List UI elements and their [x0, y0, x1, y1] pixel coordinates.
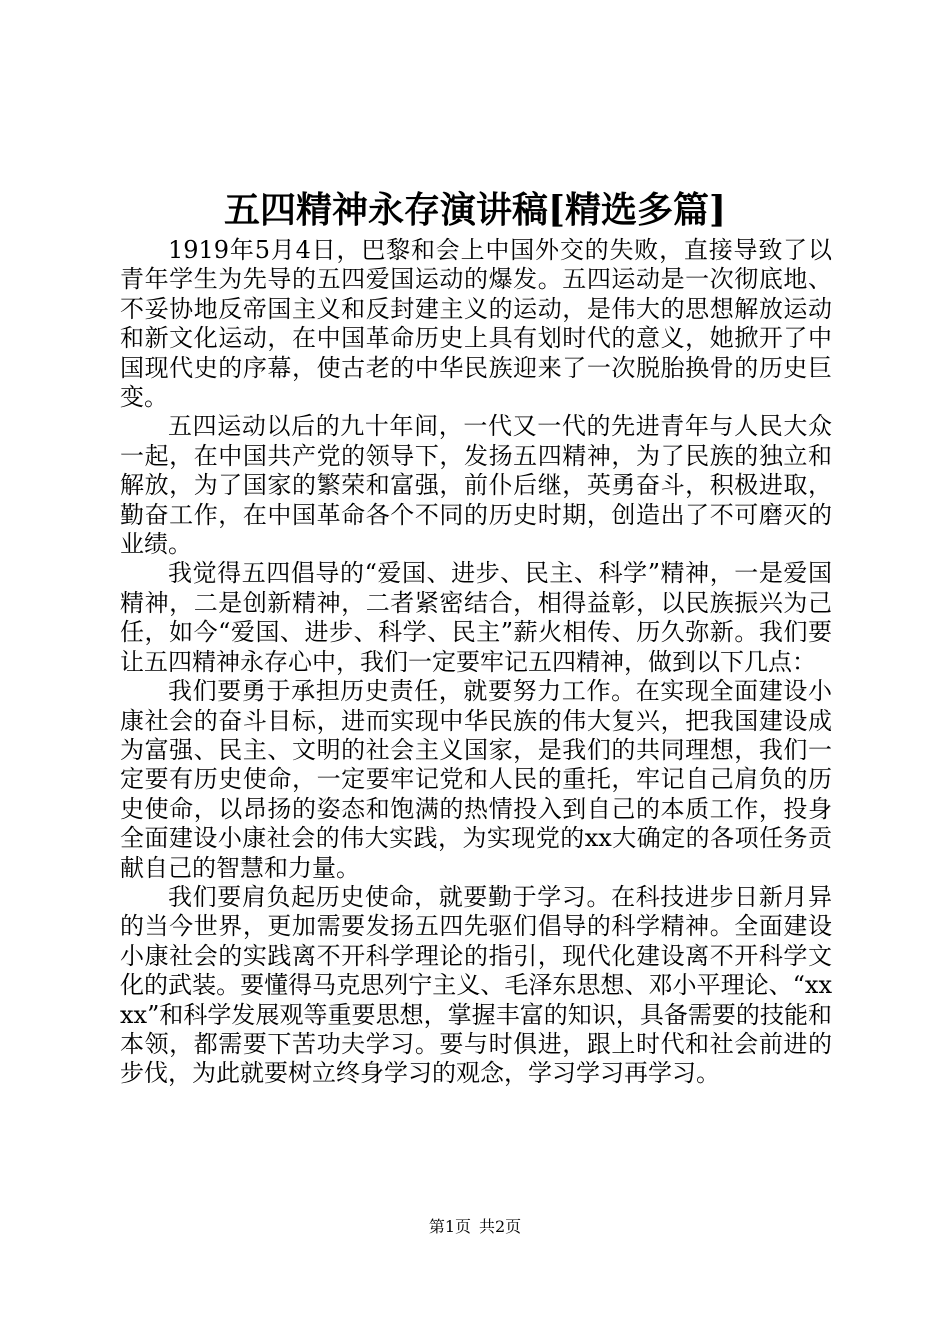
page-number: 第1页 [428, 1217, 471, 1236]
page-total: 共2页 [479, 1217, 522, 1236]
paragraph-4: 我们要勇于承担历史责任，就要努力工作。在实现全面建设小康社会的奋斗目标，进而实现中华民族的伟大复兴，把我国建设成为富强、民主、文明的社会主义国家，是我们的共同理想，我们一定要有历史使命，一定要牢记党和人民的重托，牢记自己肩负的历史使命，以昂扬的姿态和饱满的热情投入到自己的本质工作，投身全面建设小康社会的伟大实践，为实现党的xx大确定的各项任务贡献自己的智慧和力量。 [120, 677, 832, 882]
paragraph-5: 我们要肩负起历史使命，就要勤于学习。在科技进步日新月异的当今世界，更加需要发扬五四先驱们倡导的科学精神。全面建设小康社会的实践离不开科学理论的指引，现代化建设离不开科学文化的武装。要懂得马克思列宁主义、毛泽东思想、邓小平理论、“xxxx”和科学发展观等重要思想，掌握丰富的知识，具备需要的技能和本领，都需要下苦功夫学习。要与时俱进，跟上时代和社会前进的步伐，为此就要树立终身学习的观念，学习学习再学习。 [120, 882, 832, 1088]
page-footer [0, 1215, 950, 1239]
document-body [120, 236, 832, 1089]
paragraph-1: 1919年5月4日，巴黎和会上中国外交的失败，直接导致了以青年学生为先导的五四爱国运动的爆发。五四运动是一次彻底地、不妥协地反帝国主义和反封建主义的运动，是伟大的思想解放运动和新文化运动，在中国革命历史上具有划时代的意义，她掀开了中国现代史的序幕，使古老的中华民族迎来了一次脱胎换骨的历史巨变。 [120, 236, 832, 412]
paragraph-2: 五四运动以后的九十年间，一代又一代的先进青年与人民大众一起，在中国共产党的领导下，发扬五四精神，为了民族的独立和解放，为了国家的繁荣和富强，前仆后继，英勇奋斗，积极进取，勤奋工作，在中国革命各个不同的历史时期，创造出了不可磨灭的业绩。 [120, 412, 832, 559]
paragraph-3: 我觉得五四倡导的“爱国、进步、民主、科学”精神，一是爱国精神，二是创新精神，二者紧密结合，相得益彰，以民族振兴为己任，如今“爱国、进步、科学、民主”薪火相传、历久弥新。我们要让五四精神永存心中，我们一定要牢记五四精神，做到以下几点： [120, 559, 832, 676]
document-title: 五四精神永存演讲稿[精选多篇] [223, 189, 727, 231]
